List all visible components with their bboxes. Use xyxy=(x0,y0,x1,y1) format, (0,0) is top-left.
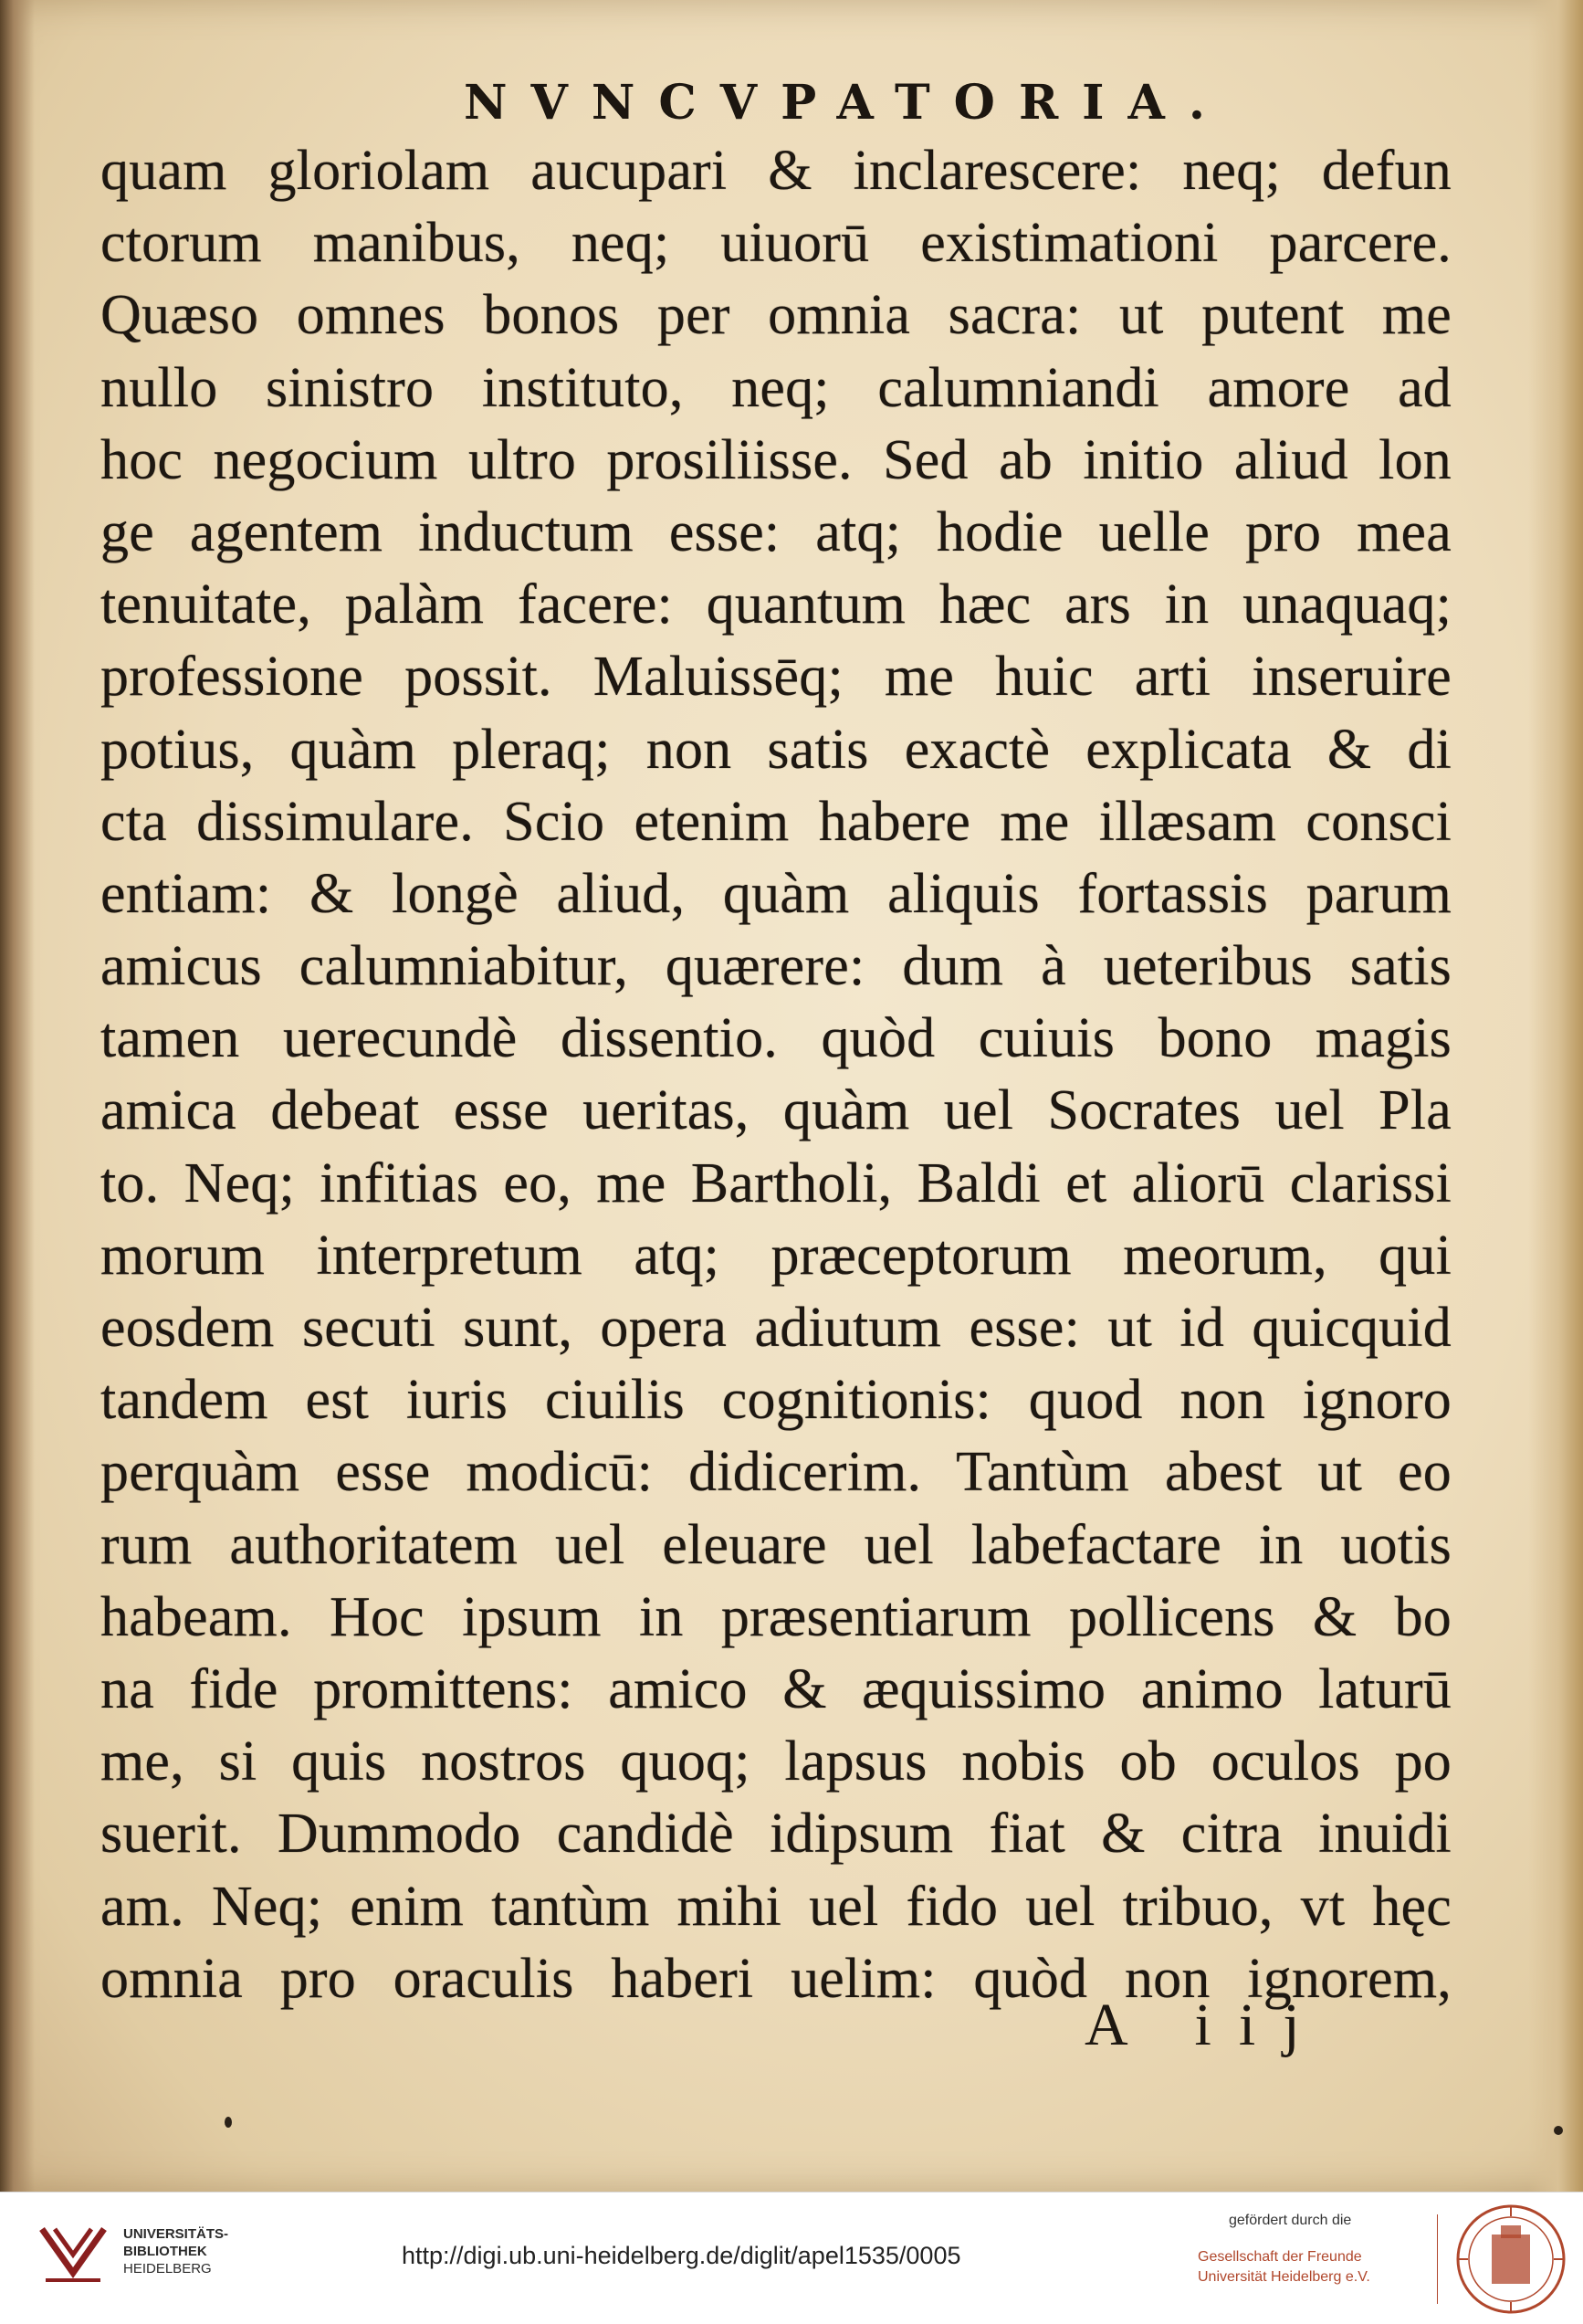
library-name-line-3: HEIDELBERG xyxy=(123,2261,212,2277)
university-library-logo-icon xyxy=(37,2220,110,2293)
signature-mark: A iij xyxy=(1085,1992,1327,2058)
running-head: NVNCVPATORIA. xyxy=(464,75,1229,131)
text-line: habeam. Hoc ipsum in præsentiarum pollicens & bo xyxy=(100,1585,1452,1648)
text-line: amicus calumniabitur, quærere: dum à ueteribus satis xyxy=(100,935,1452,998)
text-line: tenuitate, palàm facere: quantum hæc ars in unaquaq; xyxy=(100,573,1452,636)
sponsor-name xyxy=(1198,2247,1370,2287)
text-line: na fide promittens: amico & æquissimo animo laturū xyxy=(100,1657,1452,1720)
text-line: hoc negocium ultro prosiliisse. Sed ab initio aliud lon xyxy=(100,428,1452,491)
text-line: cta dissimulare. Scio etenim habere me illæsam consci xyxy=(100,790,1452,853)
text-line: tandem est iuris ciuilis cognitionis: quod non ignoro xyxy=(100,1369,1452,1432)
text-line: professione possit. Maluissēq; me huic arti inseruire xyxy=(100,646,1452,709)
text-line: ge agentem inductum esse: atq; hodie uelle pro mea xyxy=(100,500,1452,563)
text-line: suerit. Dummodo candidè idipsum fiat & citra inuidi xyxy=(100,1803,1452,1866)
sponsor-name-line-2: Universität Heidelberg e.V. xyxy=(1198,2269,1370,2285)
text-line: am. Neq; enim tantùm mihi uel fido uel tribuo, vt hęc xyxy=(100,1875,1452,1938)
body-text xyxy=(100,135,1452,2015)
text-line: to. Neq; infitias eo, me Bartholi, Baldi et aliorū clarissi xyxy=(100,1151,1452,1215)
sponsor-name-line-1: Gesellschaft der Freunde xyxy=(1198,2249,1362,2265)
footer-bar xyxy=(0,2192,1583,2324)
page-edge-left xyxy=(0,0,35,2192)
text-line: eosdem secuti sunt, opera adiutum esse: ut id quicquid xyxy=(100,1297,1452,1359)
text-line: quam gloriolam aucupari & inclarescere: neq; defun xyxy=(100,140,1452,202)
page-edge-right xyxy=(1528,0,1583,2192)
text-line: potius, quàm pleraq; non satis exactè explicata & di xyxy=(100,718,1452,781)
library-name xyxy=(123,2225,228,2277)
text-line: Quæso omnes bonos per omnia sacra: ut putent me xyxy=(100,284,1452,347)
ink-speck xyxy=(1554,2126,1563,2135)
ink-speck xyxy=(225,2117,232,2128)
text-line: rum authoritatem uel eleuare uel labefactare in uotis xyxy=(100,1513,1452,1576)
text-line: ctorum manibus, neq; uiuorū existimationi parcere. xyxy=(100,212,1452,275)
digital-library-url[interactable]: http://digi.ub.uni-heidelberg.de/diglit/apel1535/0005 xyxy=(402,2242,961,2269)
library-name-line-1: UNIVERSITÄTS- xyxy=(123,2226,229,2242)
text-line: nullo sinistro instituto, neq; calumniandi amore ad xyxy=(100,356,1452,419)
footer-divider xyxy=(1437,2214,1438,2304)
text-line: entiam: & longè aliud, quàm aliquis fortassis parum xyxy=(100,862,1452,925)
library-name-line-2: BIBLIOTHEK xyxy=(123,2244,207,2259)
text-line: omnia pro oraculis haberi uelim: quòd non ignorem, xyxy=(100,1947,1452,2010)
text-line: morum interpretum atq; præceptorum meorum, qui xyxy=(100,1224,1452,1287)
text-line: me, si quis nostros quoq; lapsus nobis ob oculos po xyxy=(100,1730,1452,1793)
text-line: amica debeat esse ueritas, quàm uel Socrates uel Pla xyxy=(100,1079,1452,1142)
funded-by-label: gefördert durch die xyxy=(1229,2213,1352,2228)
text-line: tamen uerecundè dissentio. quòd cuiuis bono magis xyxy=(100,1007,1452,1070)
university-seal-icon xyxy=(1455,2203,1567,2315)
text-line: perquàm esse modicū: didicerim. Tantùm abest ut eo xyxy=(100,1441,1452,1504)
